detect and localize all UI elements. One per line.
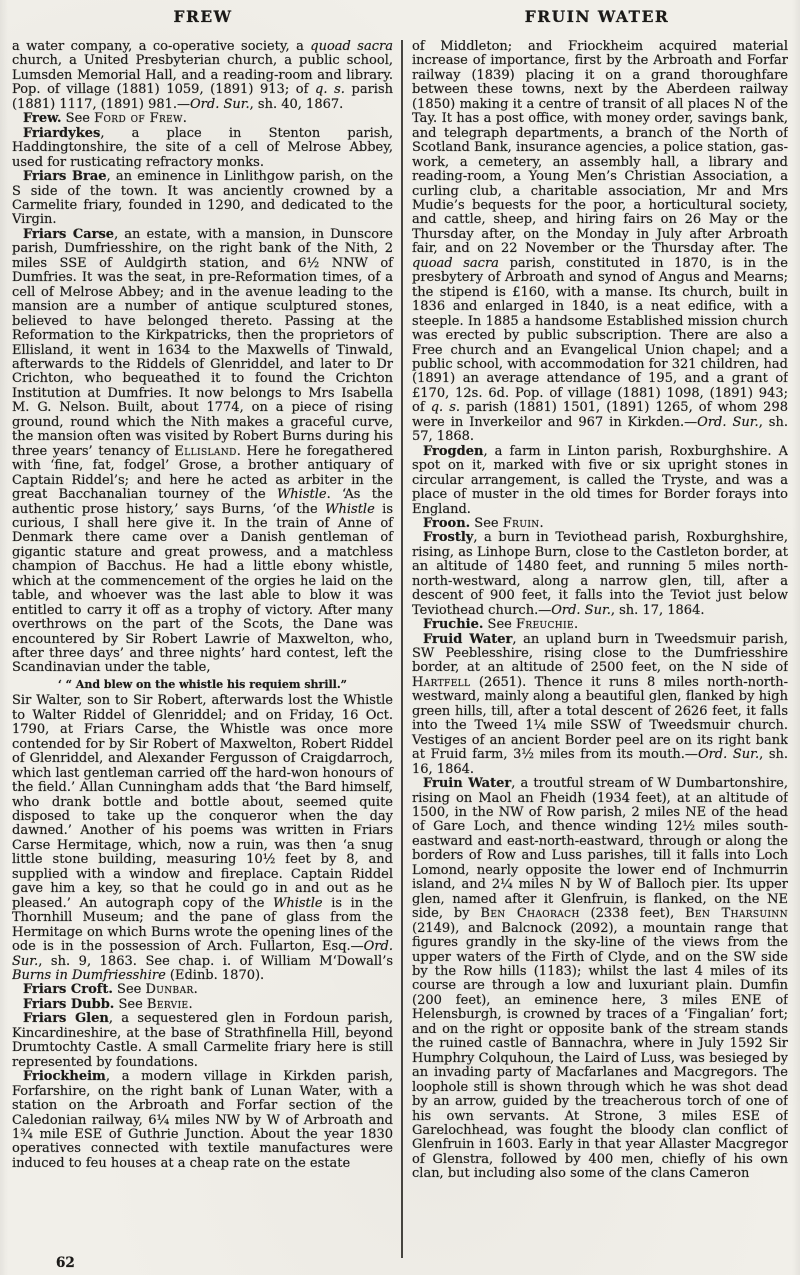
entry-name: Frogden xyxy=(423,443,484,459)
body-text: , an estate, with a mansion, in Dunscore parish, Dumfriesshire, on the right bank of the Nith, 2 miles SSE of Auldgirth station, and 6½ NNW of Dumfries. It was the seat, in pre-Reformation times, of a cell of Melrose Abbey; and in the avenue leading to the mansion are a number of antique sculptured stones, believed to have belonged thereto. Passing at the Reformation to the Kirkpatricks, then the proprietors of Ellisland, it went in 1634 to the Maxwells of Tinwald, afterwards to the Riddels of Glenriddel, and later to Dr Crichton, who bequeathed it to found the Crichton Institution at Dumfries. It now belongs to Mrs Isabella M. G. Nelson. Built, about 1774, on a piece of rising ground, round which the Nith makes a graceful curve, the mansion often was visited by Robert Burns during his three years’ tenancy of xyxy=(12,226,393,459)
cross-reference: Ellisland xyxy=(174,443,237,459)
italic-text: q. s. xyxy=(315,82,345,98)
body-text: See xyxy=(470,515,503,531)
italic-text: Whistle xyxy=(325,501,375,517)
body-text: , sh. 57, 1868. xyxy=(412,414,788,445)
body-text: , a troutful stream of W Dumbartonshire, rising on Maol an Fheidh (1934 feet), at an altitude of 1500, in the NW of Row parish, 2 miles NE of the head of Gare Loch, and thence winding 12½ miles south-eastward and east-north-eastward, through or along the borders of Row and Luss parishes, till it falls into Loch Lomond, nearly opposite the lower end of Inchmurrin island, and 2¼ miles N by W of Balloch pier. Its upper glen, named after it Glenfruin, is flanked, on the NE side, by xyxy=(412,776,788,922)
paragraph xyxy=(412,633,788,778)
cross-reference: Hartfell xyxy=(412,674,471,690)
body-text: (2651). Thence it runs 8 miles north-north-westward, mainly along a beautiful glen, flanked by high green hills, till, after a total descent of 2626 feet, it falls into the Tweed 1¼ mile SSW of Tweedsmuir church. Vestiges of an ancient Border peel are on its right bank at Fruid farm, 3½ miles from its mouth.— xyxy=(412,674,788,763)
cross-reference: Freuchie xyxy=(515,617,574,633)
body-text: (2149), and Balcnock (2092), a mountain range that figures grandly in the sky-line of the views from the upper waters of the Firth of Clyde, and on the SW side by the Row hills (1183); whilst the last 4 miles of its course are through a low and luxuriant plain. Dumfin (200 feet), an eminence here, 3 miles ENE of Helensburgh, is crowned by traces of a ‘Fingalian’ fort; and on the right or opposite bank of the stream stands the ruined castle of Bannachra, where in July 1592 Sir Humphry Colquhoun, the Laird of Luss, was besieged by an invading party of Macfarlanes and Macgregors. The loophole still is shown through which he was shot dead by an arrow, guided by the treacherous torch of one of his own servants. At Strone, 3 miles ESE of Garelochhead, was fought the bloody clan conflict of Glenfruin in 1603. Early in that year Allaster Macgregor of Glenstra, followed by 400 men, chiefly of his own clan, but including also some of the clans Cameron xyxy=(412,920,788,1182)
body-text: . xyxy=(539,515,544,531)
italic-text: Ord. Sur. xyxy=(551,602,611,618)
italic-text: Ord. Sur. xyxy=(697,747,760,763)
italic-text: Whistle xyxy=(272,895,323,911)
body-text: ‘ “ And blew on the whistle his requiem shrill.” xyxy=(57,677,348,691)
left-column xyxy=(12,40,403,1258)
paragraph xyxy=(412,40,788,445)
body-text: (Edinb. 1870). xyxy=(165,968,265,983)
italic-text: quoad sacra xyxy=(412,255,499,271)
italic-text: quoad sacra xyxy=(310,40,393,54)
entry-name: Frew. xyxy=(23,111,62,127)
paragraph xyxy=(12,1070,393,1171)
body-text: parish (1881) 1501, (1891) 1265, of whom 298 were in Inverkeilor and 967 in Kirkden.— xyxy=(412,400,788,430)
body-text: a water company, a co-operative society, a xyxy=(12,40,311,54)
cross-reference: Ben Chaorach xyxy=(480,906,580,922)
entry-name: Friardykes xyxy=(23,125,101,141)
entry-name: Fruin Water xyxy=(423,776,512,792)
body-text: . xyxy=(193,982,198,998)
paragraph xyxy=(12,170,393,228)
italic-text: Ord. Sur. xyxy=(12,939,393,969)
body-text: , a place in Stenton parish, Haddingtonshire, the site of a cell of Melrose Abbey, used for rusticating refractory monks. xyxy=(12,125,393,170)
entry-name: Froon. xyxy=(423,515,471,531)
paragraph xyxy=(412,531,788,618)
paragraph xyxy=(12,1012,393,1070)
body-text: of Middleton; and Friockheim acquired material increase of importance, first by the Arbroath and Forfar railway (1839) placing it on a grand thoroughfare between these towns, next by the Aberdeen railway (1850) making it a centre of transit of all places N of the Tay. It has a post office, with money order, savings bank, and telegraph departments, a branch of the North of Scotland Bank, insurance agencies, a police station, gas-work, a cemetery, an assembly hall, a library and reading-room, a Young Men’s Christian Association, a curling club, a charitable association, Mr and Mrs Mudie’s bequests for the poor, a horticultural society, and cattle, sheep, and hiring fairs on 26 May or the Thursday after, on the Monday in July after Arbroath fair, and on 22 November or the Thursday after. The xyxy=(412,40,788,257)
body-text: , a modern village in Kirkden parish, Forfarshire, on the right bank of Lunan Water, with a station on the Arbroath and Forfar section of the Caledonian railway, 6¼ miles NW by W of Arbroath and 1¾ mile ESE of Guthrie Junction. About the year 1830 operatives connected with textile manufactures were induced to feu houses at a cheap rate on the estate xyxy=(12,1069,393,1171)
italic-text: q. s. xyxy=(430,400,461,416)
body-text: , a sequestered glen in Fordoun parish, Kincardineshire, at the base of Strathfinella Hill, beyond Drumtochty Castle. A small Carmelite friary here is still represented by foundations. xyxy=(12,1011,394,1070)
body-text: . xyxy=(573,617,579,633)
entry-name: Fruchie. xyxy=(423,617,484,633)
body-text: (2338 feet), xyxy=(579,906,686,922)
paragraph xyxy=(12,998,393,1012)
body-text: See xyxy=(114,996,147,1012)
body-text: , sh. 17, 1864. xyxy=(610,602,705,618)
entry-name: Frostly xyxy=(423,530,474,546)
entry-name: Friars Croft. xyxy=(23,982,113,998)
body-text: See xyxy=(61,111,95,127)
running-head-right: FRUIN WATER xyxy=(524,7,670,26)
cross-reference: Ben Tharsuinn xyxy=(685,906,788,922)
body-text: Sir Walter, son to Sir Robert, afterwards lost the Whistle to Walter Riddel of Glenriddel; and on Friday, 16 Oct. 1790, at Friars Carse, the Whistle was once more contended for by Sir Robert of Maxwelton, Robert Riddel of Glenriddel, and Alexander Fergusson of Craigdarroch, which last gentleman carried off the hard-won honours of the field.’ Allan Cunningham adds that ‘the Bard himself, who drank bottle and bottle about, seemed quite disposed to take up the conqueror when the day dawned.’ Another of his poems was written in Friars Carse Hermitage, which, now a ruin, was then ‘a snug little stone building, measuring 10½ feet by 8, and supplied with a window and fireplace. Captain Riddel gave him a key, so that he could go in and out as he pleased.’ An autograph copy of the xyxy=(12,693,393,911)
text-columns xyxy=(12,40,788,1258)
body-text: church, a United Presbyterian church, a public school, Lumsden Memorial Hall, and a reading-room and library. Pop. of village (1881) 1059, (1891) 913; of xyxy=(12,53,393,98)
entry-name: Friars Dubb. xyxy=(23,996,115,1012)
body-text: , an eminence in Linlithgow parish, on the S side of the town. It was anciently crowned by a Carmelite friary, founded in 1290, and dedicated to the Virgin. xyxy=(12,169,394,228)
entry-name: Friars Carse xyxy=(23,226,115,242)
right-column xyxy=(403,40,788,1258)
body-text: , sh. 9, 1863. See chap. i. of William M‘Dowall’s xyxy=(38,953,393,969)
italic-text: Ord. Sur. xyxy=(697,414,759,430)
entry-name: Friockheim xyxy=(23,1069,106,1085)
body-text: . ‘As the authentic prose history,’ says Burns, ‘of the xyxy=(12,487,393,517)
italic-text: Burns in Dumfriesshire xyxy=(12,968,166,983)
body-text: , sh. 40, 1867. xyxy=(249,96,344,112)
italic-text: Whistle xyxy=(276,487,327,503)
cross-reference: Bervie xyxy=(146,996,189,1012)
paragraph xyxy=(12,694,393,983)
body-text: See xyxy=(483,617,516,633)
body-text: is curious, I shall here give it. In the train of Anne of Denmark there came over a Danish gentleman of gigantic stature and great prowess, and a matchless champion of Bacchus. He had a little ebony whistle, which at the commencement of the orgies he laid on the table, and whoever was the last able to blow it was entitled to carry it off as a trophy of victory. After many overthrows on the part of the Scots, the Dane was encountered by Sir Robert Lawrie of Maxwelton, who, after three days’ and three nights’ hard contest, left the Scandinavian under the table, xyxy=(12,501,393,676)
body-text: , a farm in Linton parish, Roxburghshire. A spot on it, marked with five or six upright stones in circular arrangement, is called the Tryste, and was a place of muster in the old times for Border forays into England. xyxy=(412,443,788,517)
body-text: . Here he foregathered with ‘fine, fat, fodgel’ Grose, a brother antiquary of Captain Riddel’s; and here he acted as arbiter in the great Bacchanalian tourney of the xyxy=(12,443,394,503)
body-text: , sh. 16, 1864. xyxy=(412,747,788,777)
entry-name: Fruid Water xyxy=(423,631,513,647)
cross-reference: Dunbar xyxy=(145,982,194,998)
cross-reference: Ford of Frew xyxy=(94,111,183,127)
paragraph xyxy=(12,228,393,676)
page-number: 62 xyxy=(56,1255,75,1271)
paragraph xyxy=(12,127,393,170)
paragraph xyxy=(412,777,788,1182)
body-text: parish (1881) 1117, (1891) 981.— xyxy=(12,82,393,112)
italic-text: Ord. Sur. xyxy=(190,96,250,112)
body-text: . xyxy=(182,111,187,127)
entry-name: Friars Brae xyxy=(23,169,107,185)
paragraph xyxy=(412,618,788,632)
body-text: , a burn in Teviothead parish, Roxburghshire, rising, as Linhope Burn, close to the Castleton border, at an altitude of 1480 feet, and running 5 miles north-north-westward, along a narrow glen, till, after a descent of 900 feet, it falls into the Teviot just below Teviothead church.— xyxy=(412,530,788,618)
body-text: , an upland burn in Tweedsmuir parish, SW Peeblesshire, rising close to the Dumfriesshire border, at an altitude of 2500 feet, on the N side of xyxy=(412,631,788,676)
cross-reference: Fruin xyxy=(502,515,540,531)
running-head-left: FREW xyxy=(173,7,233,26)
verse-quote xyxy=(12,678,393,692)
entry-name: Friars Glen xyxy=(23,1011,109,1027)
body-text: is in the Thornhill Museum; and the pane of glass from the Hermitage on which Burns wrote the opening lines of the ode is in the possession of Arch. Fullarton, Esq.— xyxy=(12,895,393,955)
body-text: . xyxy=(188,996,193,1012)
body-text: parish, constituted in 1870, is in the presbytery of Arbroath and synod of Angus and Mearns; the stipend is £160, with a manse. Its church, built in 1836 and enlarged in 1840, is a neat edifice, with a steeple. In 1885 a handsome Established mission church was erected by public subscription. There are also a Free church and an Evangelical Union chapel; and a public school, with accommodation for 321 children, had (1891) an average attendance of 195, and a grant of £170, 12s. 6d. Pop. of village (1881) 1098, (1891) 943; of xyxy=(412,255,788,416)
paragraph xyxy=(12,112,393,126)
paragraph xyxy=(412,517,788,531)
paragraph xyxy=(12,40,393,112)
paragraph xyxy=(12,983,393,997)
body-text: See xyxy=(112,982,146,998)
paragraph xyxy=(412,445,788,517)
